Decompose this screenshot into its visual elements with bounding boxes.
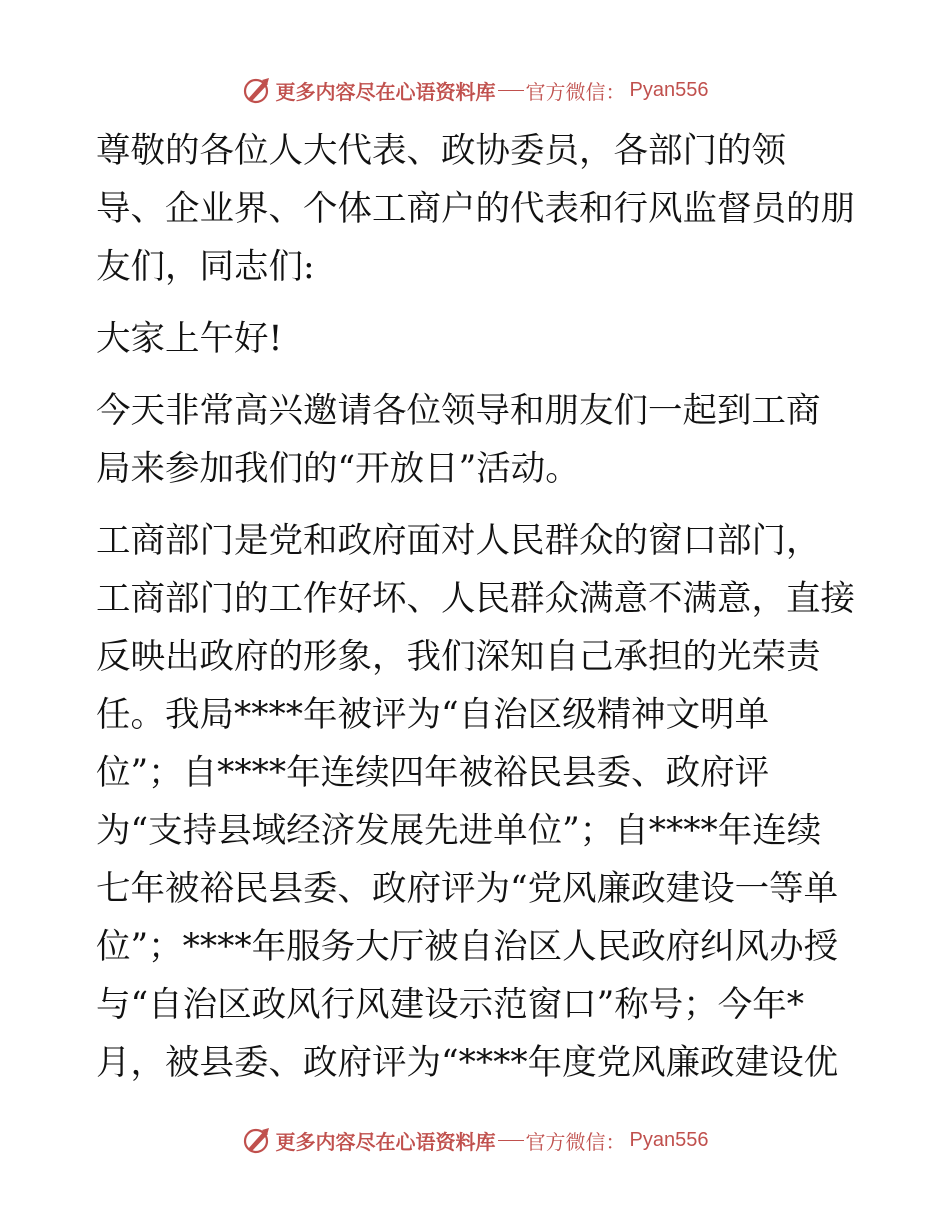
paragraph-greeting	[96, 310, 856, 368]
text-line: 大家上午好!	[96, 319, 283, 359]
watermark-title: 更多内容尽在心语资料库	[275, 1129, 496, 1154]
text-line: 今天非常高兴邀请各位领导和朋友们一起到工商	[96, 391, 821, 431]
watermark-footer	[0, 1120, 950, 1160]
text-line: 工商部门是党和政府面对人民群众的窗口部门，	[96, 521, 821, 561]
text-line: 位”；自****年连续四年被裕民县委、政府评	[96, 753, 770, 793]
text-line: 位”；****年服务大厅被自治区人民政府纠风办授	[96, 927, 839, 967]
watermark-dash	[498, 90, 524, 91]
watermark-title: 更多内容尽在心语资料库	[275, 79, 496, 104]
watermark-dash	[498, 1140, 524, 1141]
document-body	[96, 122, 856, 1092]
text-line: 七年被裕民县委、政府评为“党风廉政建设一等单	[96, 869, 839, 909]
paragraph-achievements	[96, 512, 856, 1092]
text-line: 任。我局****年被评为“自治区级精神文明单	[96, 695, 770, 735]
text-line: 友们，同志们:	[96, 247, 315, 287]
text-line: 为“支持县域经济发展先进单位”；自****年连续	[96, 811, 822, 851]
watermark-wechat-label: 官方微信：	[525, 79, 626, 104]
watermark-wechat-id: Pyan556	[629, 1128, 709, 1151]
watermark-header	[0, 70, 950, 110]
paragraph-intro	[96, 382, 856, 498]
watermark-wechat-label: 官方微信：	[525, 1129, 626, 1154]
text-line: 与“自治区政风行风建设示范窗口”称号；今年*	[96, 985, 805, 1025]
text-line: 月，被县委、政府评为“****年度党风廉政建设优	[96, 1043, 839, 1083]
text-line: 局来参加我们的“开放日”活动。	[96, 449, 580, 489]
paragraph-salutation	[96, 122, 856, 296]
text-line: 工商部门的工作好坏、人民群众满意不满意，直接	[96, 579, 855, 619]
pen-logo-icon	[242, 75, 272, 105]
text-line: 导、企业界、个体工商户的代表和行风监督员的朋	[96, 189, 855, 229]
text-line: 反映出政府的形象，我们深知自己承担的光荣责	[96, 637, 821, 677]
pen-logo-icon	[242, 1125, 272, 1155]
text-line: 尊敬的各位人大代表、政协委员，各部门的领	[96, 131, 786, 171]
watermark-wechat-id: Pyan556	[629, 78, 709, 101]
